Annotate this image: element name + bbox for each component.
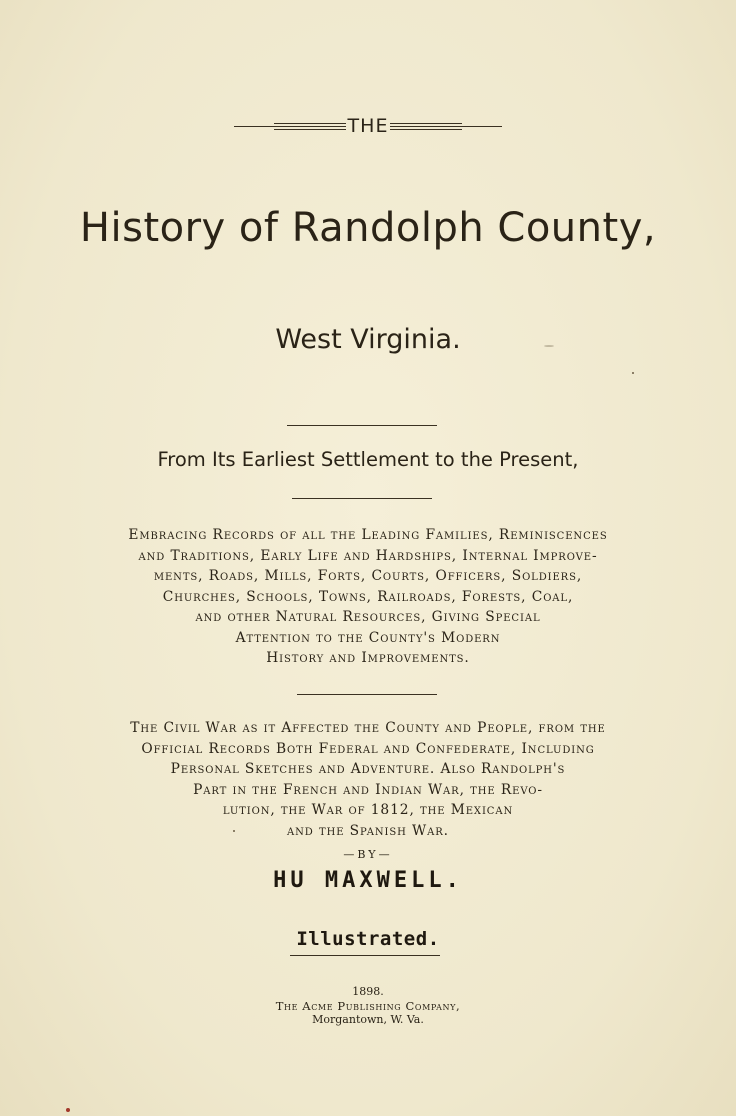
divider-2	[292, 498, 432, 499]
author-name: HU MAXWELL.	[273, 868, 463, 893]
para2-line: and the Spanish War.	[287, 822, 449, 839]
para1-line: History and Improvements.	[266, 650, 470, 666]
illustrated-underline	[290, 955, 440, 956]
paper-speck	[233, 830, 235, 832]
para1-line: and Traditions, Early Life and Hardships, Internal Improve-	[138, 547, 598, 564]
para1-line: ments, Roads, Mills, Forts, Courts, Officers, Soldiers,	[153, 568, 583, 584]
para1-line: Embracing Records of all the Leading Families, Reminiscences	[128, 527, 608, 543]
para2-line: Personal Sketches and Adventure. Also Randolph's	[170, 761, 566, 777]
the-word: THE	[347, 115, 389, 137]
para1-line: Churches, Schools, Towns, Railroads, Forests, Coal,	[162, 588, 574, 605]
left-ornament-rule	[234, 123, 346, 130]
paper-speck	[632, 372, 634, 374]
illustrated-label: Illustrated.	[296, 928, 440, 950]
para2-line: The Civil War as it Affected the County and People, from the	[130, 720, 606, 736]
right-ornament-rule	[390, 123, 502, 130]
para1-line: Attention to the County's Modern	[235, 629, 501, 646]
the-header	[0, 114, 736, 138]
imprint-year: 1898.	[352, 985, 384, 998]
book-title: History of Randolph County,	[79, 205, 657, 251]
from-line: From Its Earliest Settlement to the Present,	[157, 448, 579, 471]
para1-line: and other Natural Resources, Giving Special	[195, 609, 541, 625]
paper-speck	[66, 1108, 70, 1112]
divider-3	[297, 694, 437, 695]
description-paragraph-2	[0, 718, 736, 841]
book-subtitle: West Virginia.	[275, 324, 461, 355]
imprint-publisher: The Acme Publishing Company,	[275, 999, 461, 1013]
by-line: —BY—	[343, 848, 393, 861]
para2-line: lution, the War of 1812, the Mexican	[222, 802, 514, 818]
description-paragraph-1	[0, 525, 736, 669]
paper-speck	[544, 345, 554, 347]
para2-line: Part in the French and Indian War, the Revo-	[193, 781, 543, 798]
divider-1	[287, 425, 437, 426]
imprint-place: Morgantown, W. Va.	[312, 1013, 424, 1026]
para2-line: Official Records Both Federal and Confederate, Including	[141, 740, 595, 757]
